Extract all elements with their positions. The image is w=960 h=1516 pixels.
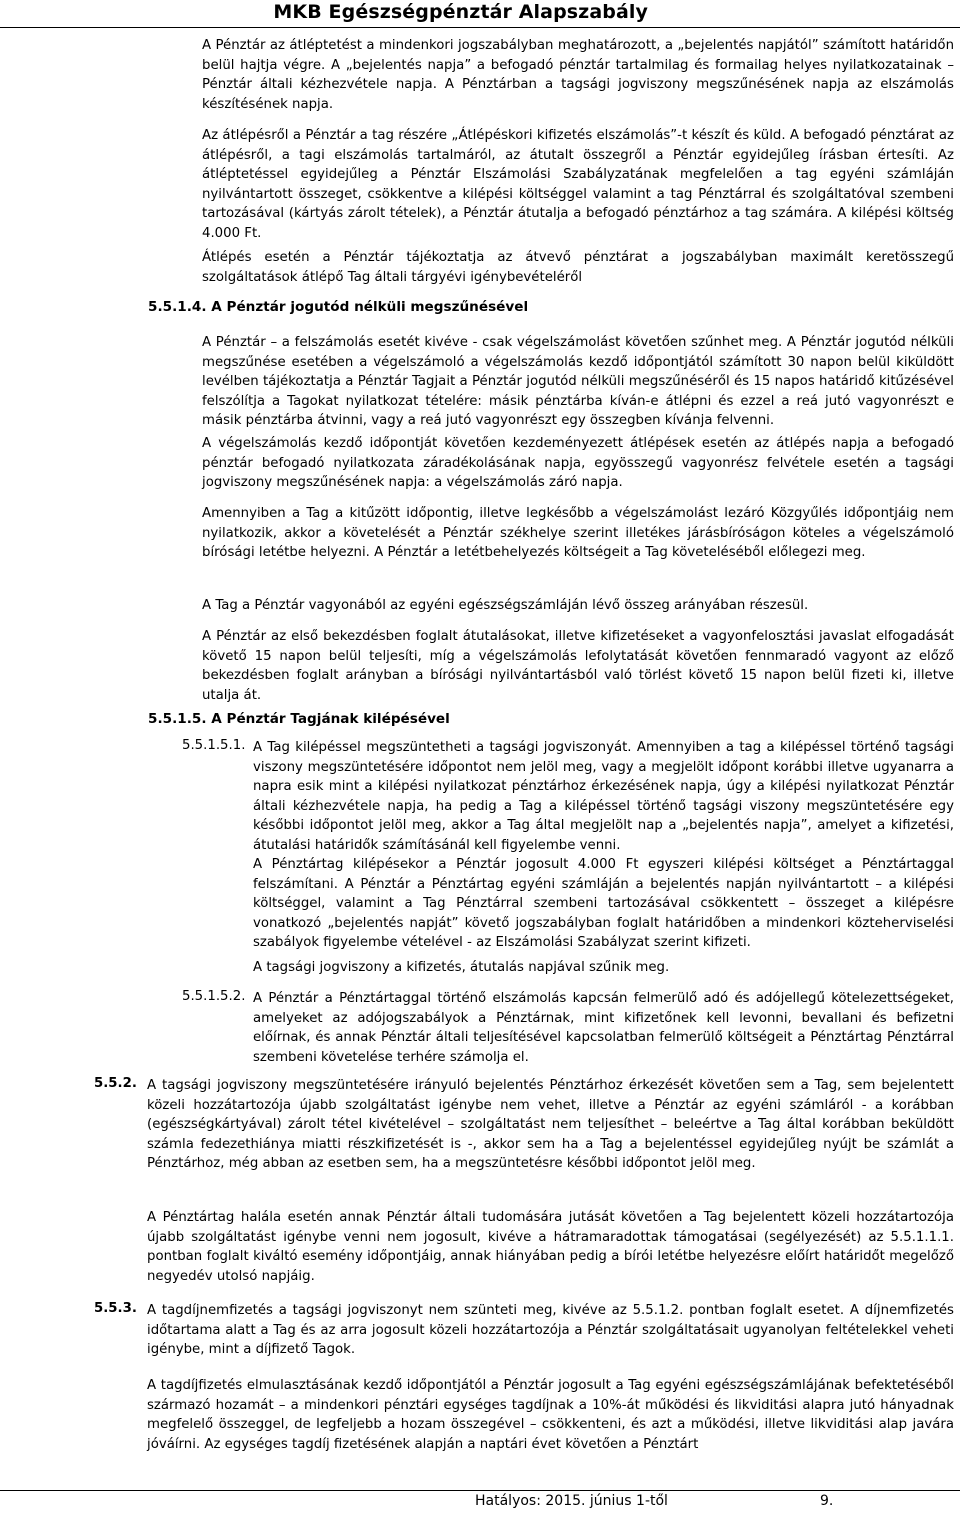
page-number: 9. bbox=[820, 1493, 834, 1509]
paragraph-exit-fee: A Pénztártag kilépésekor a Pénztár jogosult 4.000 Ft egyszeri kilépési költséget a Pénztártaggal felszámítani. A Pénztár a Pénztártag egyéni számláján a bejelentés napján nyilvántartott – a kilépési költséggel, valamint a Tag Pénztárral szembeni tartozásával csökkentett – összeget a kilépésre vonatkozó „bejelentés napját” követő jogszabályban foglalt határidőben a mindenkori közteherviselési szabályok figyelembe vételével - az Elszámolási Szabályzat szerint kifizeti. bbox=[253, 857, 954, 950]
heading-5-5-1-4: 5.5.1.4. A Pénztár jogutód nélküli megszűnésével bbox=[148, 299, 529, 315]
paragraph-death-of-member: A Pénztártag halála esetén annak Pénztár általi tudomására jutását követően a Tag bejelentett közeli hozzátartozója újabb szolgáltatást igénybe venni nem jogosult, kivéve a hátramaradottak támogatásai (segélyezését) az 5.5.1.1.1. pontban foglalt kiváltó esemény időpontjáig, annak hiányában pedig a bírói letétbe helyezésre előírt határidőt megelőző negyedév utolsó napjáig. bbox=[147, 1210, 954, 1284]
document-title: MKB Egészségpénztár Alapszabály bbox=[273, 1, 648, 23]
number-5-5-3: 5.5.3. bbox=[94, 1301, 137, 1316]
paragraph-transfer-statement: Az átlépésről a Pénztár a tag részére „Átlépéskori kifizetés elszámolás”-t készít és küld. A befogadó pénztárat az átlépésről, a tagi elszámolás tartalmáról, az átutalt összegről a Pénztár egyidejűleg írásban értesíti. Az átléptetéssel egyidejűleg a Pénztár Elszámolási Szabályzatának megfelelően a tag egyéni számláján nyilvántartott összeget, csökkentve a kilépési költséggel valamint a tag Pénztárral és szolgáltatóval szembeni tartozásával (kártyás zárolt tételek), a Pénztár átutalja a befogadó pénztárhoz a tag számára. A kilépési költség 4.000 Ft. bbox=[202, 128, 954, 241]
footer-effective-date: Hatályos: 2015. június 1-től bbox=[475, 1493, 668, 1509]
number-5-5-2: 5.5.2. bbox=[94, 1076, 137, 1091]
paragraph-nonpayment-yield: A tagdíjfizetés elmulasztásának kezdő időpontjától a Pénztár jogosult a Tag egyéni egészségszámlájának befektetéséből származó hozamát – a mindenkori pénztári egységes tagdíjnak a 10%-át működési és likviditási alapra jutó hányadnak megfelelő összeggel, de legfeljebb a hozam összegével – csökkenteni, és azt a működési, illetve likviditási alap javára jóváírni. Az egységes tagdíj fizetésének alapján a naptári évet követően a Pénztárt bbox=[147, 1378, 954, 1452]
number-5-5-1-5-1: 5.5.1.5.1. bbox=[182, 738, 246, 753]
paragraph-court-deposit: Amennyiben a Tag a kitűzött időpontig, illetve legkésőbb a végelszámolást lezáró Közgyűlés időpontjáig nem nyilatkozik, akkor a követelését a Pénztár székhelye szerint illetékes járásbíróságon köteles a végelszámoló bírósági letétbe helyezni. A Pénztár a letétbehelyezés költségeit a Tag követeléséből előlegezi meg. bbox=[202, 506, 954, 560]
paragraph-dissolution: A Pénztár – a felszámolás esetét kivéve - csak végelszámolást követően szűnhet meg. A Pénztár jogutód nélküli megszűnése esetében a végelszámoló a végelszámolás kezdő időpontjától számított 30 napon belül kiküldött levélben tájékoztatja a Pénztár Tagjait a Pénztár jogutód nélküli megszűnéséről és 15 napos határidő kitűzésével felszólítja a Tagokat nyilatkozat tételére: másik pénztárba kíván-e átlépni és ezzel a reá jutó vagyonrészt e másik pénztárba átvinni, vagy a reá jutó vagyonrészt egy összegben kívánja felvenni. bbox=[202, 335, 954, 428]
number-5-5-1-5-2: 5.5.1.5.2. bbox=[182, 989, 246, 1004]
paragraph-exit-by-notice: A Tag kilépéssel megszüntetheti a tagsági jogviszonyát. Amennyiben a tag a kilépéssel történő tagsági viszony megszüntetésére időpontot nem jelöl meg, vagy a megjelölt időpont korábbi illetve ugyanarra a napra esik mint a kilépési nyilatkozat pénztárhoz érkezésének napja, úgy a kilépési nyilatkozat Pénztár általi kézhezvétele napja, ha pedig a Tag a kilépéssel történő tagsági viszony megszüntetésére egy későbbi időpontot jelöl meg, akkor a Tag által megjelölt nap a „bejelentés napja”, amelyet a kifizetési, átutalási határidők számításánál kell figyelembe venni. bbox=[253, 740, 954, 853]
paragraph-nonpayment: A tagdíjnemfizetés a tagsági jogviszonyt nem szünteti meg, kivéve az 5.5.1.2. pontban foglalt esetet. A díjnemfizetés időtartama alatt a Tag és az arra jogosult közeli hozzátartozója a Pénztár szolgáltatásait ugyanolyan feltételekkel veheti igénybe, mint a díjfizető Tagok. bbox=[147, 1303, 954, 1357]
paragraph-asset-share: A Tag a Pénztár vagyonából az egyéni egészségszámláján lévő összeg arányában részesül. bbox=[202, 598, 809, 613]
paragraph-no-new-services: A tagsági jogviszony megszüntetésére irányuló bejelentés Pénztárhoz érkezését követően sem a Tag, sem bejelentett közeli hozzátartozója újabb szolgáltatást igénybe nem vehet, illetve a Pénztár az egyéni számláról - a korábban (egészségkártyával) zárolt tétel kivételével – szolgáltatást nem teljesíthet – beleértve a Tag által korábban beküldött számla fedezethiánya miatti részkifizetését is -, akkor sem ha a Tag a bejelentéssel egyidejűleg nyújt be számlát a Pénztárhoz, még abban az esetben sem, ha a megszüntetésre későbbi időpontot jelöl meg. bbox=[147, 1078, 954, 1171]
paragraph-transfer-deadline: A Pénztár az átléptetést a mindenkori jogszabályban meghatározott, a „bejelentés napjától” számított határidőn belül hajtja végre. A „bejelentés napja” a befogadó pénztár tartalmilag és formailag helyes nyilatkozatainak – Pénztár általi kézhezvétele napja. A Pénztárban a tagsági jogviszony megszűnésének napja az elszámolás készítésének napja. bbox=[202, 38, 954, 112]
page-header bbox=[0, 0, 960, 28]
paragraph-membership-ends: A tagsági jogviszony a kifizetés, átutalás napjával szűnik meg. bbox=[253, 960, 670, 975]
footer-divider bbox=[0, 1490, 960, 1491]
paragraph-liquidation-transfer: A végelszámolás kezdő időpontját követően kezdeményezett átlépések esetén az átlépés napja a befogadó pénztár befogadó nyilatkozata záradékolásának napja, egyösszegű vagyonrész felvétele esetén a tagsági jogviszony megszűnésének napja: a végelszámolás záró napja. bbox=[202, 436, 954, 490]
paragraph-tax-obligations: A Pénztár a Pénztártaggal történő elszámolás kapcsán felmerülő adó és adójellegű kötelezettségeket, amelyeket az adójogszabályok a Pénztárnak, mint kifizetőnek kell levonni, bevallani és befizetni előírnak, és annak Pénztár általi teljesítésével kapcsolatban felmerülő költségeit a Pénztártag Pénztárral szembeni követelése terhére számolja el. bbox=[253, 991, 954, 1065]
paragraph-payout-deadline: A Pénztár az első bekezdésben foglalt átutalásokat, illetve kifizetéseket a vagyonfelosztási javaslat elfogadását követő 15 napon belül teljesíti, míg a végelszámolás lefolytatását követően fennmaradó vagyont az előző bekezdésben foglalt arányban a bírósági nyilvántartásból való törlést követő 15 napon belül fizeti ki, illetve utalja át. bbox=[202, 629, 954, 703]
paragraph-transfer-info: Átlépés esetén a Pénztár tájékoztatja az átvevő pénztárat a jogszabályban maximált keretösszegű szolgáltatások átlépő Tag általi tárgyévi igénybevételéről bbox=[202, 250, 954, 285]
heading-5-5-1-5: 5.5.1.5. A Pénztár Tagjának kilépésével bbox=[148, 711, 450, 727]
